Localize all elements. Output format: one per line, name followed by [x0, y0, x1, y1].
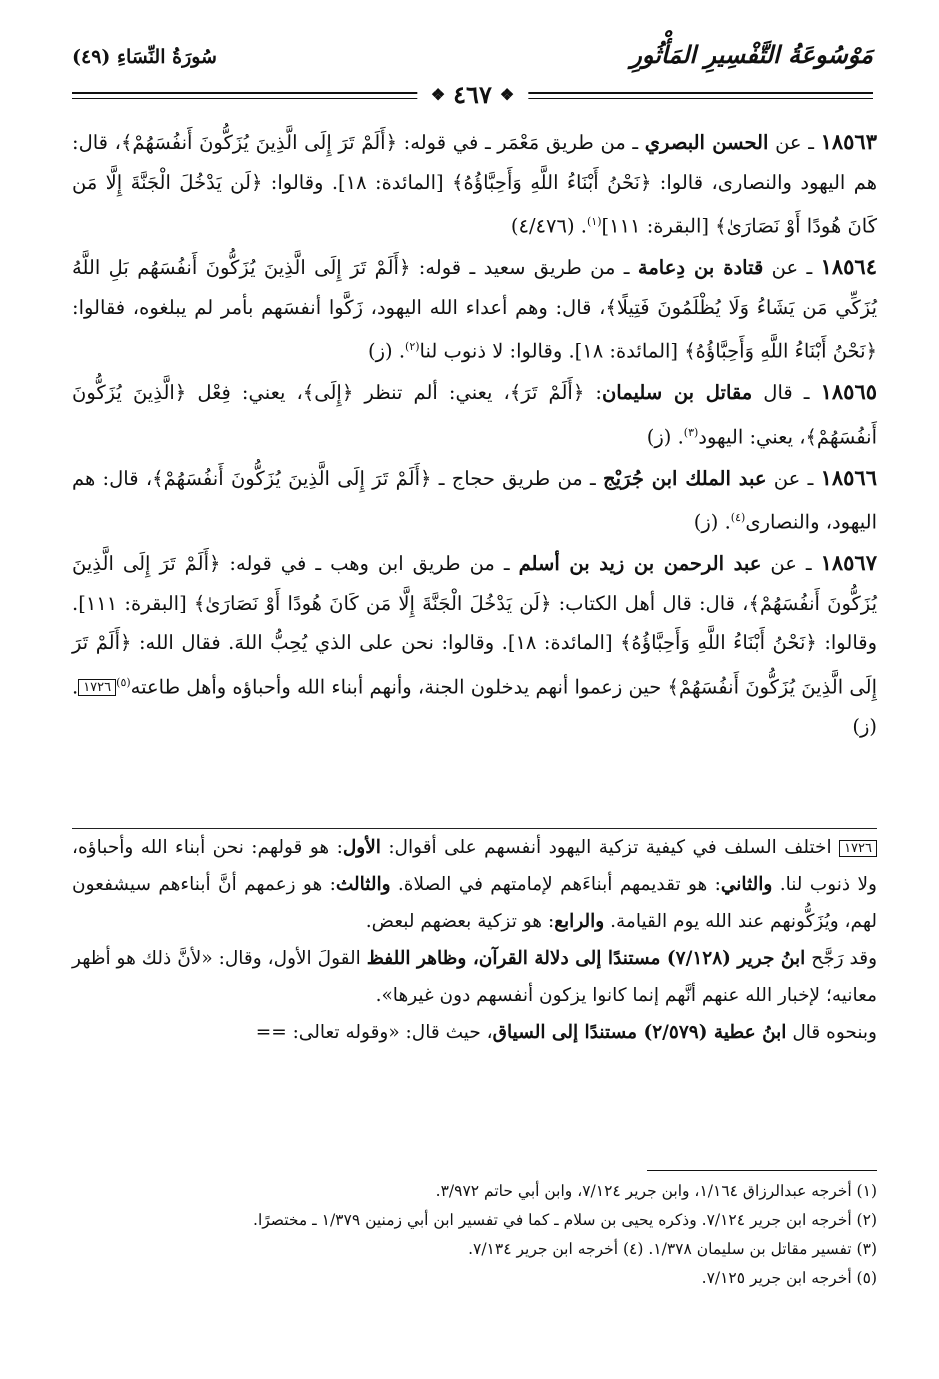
narrator-name: عبد الملك ابن جُرَيْج — [603, 466, 767, 490]
footnote-marker: (١) — [586, 215, 602, 228]
narration-text: ـ من طريق سعيد ـ قوله: ﴿أَلَمْ تَرَ إِلَى الَّذِينَ يُزَكُّونَ أَنفُسَهُم بَلِ اللَّهُ يُزَكِّي مَن يَشَاءُ وَلَا يُظْلَمُونَ فَتِيلًا﴾، قال: وهم أعداء الله اليهود، زَكَّوا أنفسَهم بأمر لم يبلغوه، فقالوا: ﴿نَحْنُ أَبْنَاءُ اللَّهِ وَأَحِبَّاؤُهُ﴾ [المائدة: ١٨]. وقالوا: لا ذنوب لنا — [72, 256, 877, 363]
scholar-name: ابنُ جرير — [737, 948, 806, 969]
commentary-text: وبنحوه قال — [786, 1022, 877, 1043]
narration-text: : ﴿أَلَمْ تَرَ﴾، يعني: ألم تنظر ﴿إِلَى﴾، يعني: فِعْل ﴿الَّذِينَ يُزَكُّونَ أَنفُسَهُمْ﴾، يعني: اليهود — [72, 381, 877, 448]
opinion-label: والثالث — [335, 874, 391, 895]
citation: (٢/٥٧٩) — [637, 1022, 714, 1043]
commentary-text: : هو تزكية بعضهم لبعض. — [365, 911, 555, 932]
footnotes — [72, 1177, 877, 1293]
narration-tail: . (٤/٤٧٦) — [510, 214, 587, 238]
narration-tail: . (ز) — [646, 425, 684, 448]
commentary-text: : هو قولهم: نحن أبناء الله وأحباؤه، ولا ذنوب لنا. — [72, 837, 877, 895]
narrator-name: عبد الرحمن بن زيد بن أسلم — [518, 552, 762, 575]
footnote: (٣) تفسير مقاتل بن سليمان ١/٣٧٨. (٤) أخرجه ابن جرير ٧/١٣٤. — [468, 1240, 877, 1258]
footnote: (١) أخرجه عبدالرزاق ١/١٦٤، وابن جرير ٧/١٢٤، وابن أبي حاتم ٣/٩٧٢. — [435, 1182, 877, 1200]
surah-label: سُورَةُ النِّسَاءِ (٤٩) — [72, 46, 217, 68]
book-title: مَوْسُوعَةُ التَّفْسِيرِ المَأْثُورِ — [630, 40, 873, 69]
narration-entry — [72, 458, 877, 543]
narration-prefix: ـ عن — [761, 552, 821, 575]
reasoning-basis: مستندًا إلى دلالة القرآن، وظاهر اللفظ — [366, 948, 661, 969]
commentary-number-box: ١٧٢٦ — [839, 840, 877, 857]
ornament-icon: ❖ — [499, 85, 515, 104]
commentary-text: ، حيث قال: «وقوله تعالى: == — [255, 1022, 493, 1043]
page-header — [72, 40, 873, 110]
narration-text: ـ من طريق ابن وهب ـ في قوله: ﴿أَلَمْ تَرَ إِلَى الَّذِينَ يُزَكُّونَ أَنفُسَهُمْ﴾، قال: قال أهل الكتاب: ﴿لَن يَدْخُلَ الْجَنَّةَ إِلَّا مَن كَانَ هُودًا أَوْ نَصَارَىٰ﴾ [البقرة: ١١١]. وقالوا: ﴿نَحْنُ أَبْنَاءُ اللَّهِ وَأَحِبَّاؤُهُ﴾ [المائدة: ١٨]. وقالوا: نحن على الذي يُحِبُّ اللهَ. فقال الله: ﴿أَلَمْ تَرَ إِلَى الَّذِينَ يُزَكُّونَ أَنفُسَهُمْ﴾ حين زعموا أنهم يدخلون الجنة، وأنهم أبناء الله وأحباؤه وأهل طاعته — [72, 552, 877, 698]
footnote: (٥) أخرجه ابن جرير ٧/١٢٥. — [701, 1269, 877, 1287]
footnote: (٢) أخرجه ابن جرير ٧/١٢٤. وذكره يحيى بن سلام ـ كما في تفسير ابن أبي زمنين ١/٣٧٩ ـ مختصرًا. — [253, 1211, 877, 1229]
narration-number: ١٨٥٦٣ — [820, 129, 877, 154]
narration-entry — [72, 247, 877, 371]
commentary-paragraph — [72, 1014, 877, 1051]
page-number: ٤٦٧ — [453, 80, 492, 109]
commentary-paragraph — [72, 829, 877, 940]
commentary-text: القولَ الأول، وقال: «لأنَّ ذلك هو أظهر معانيه؛ لإخبار الله عنهم أنَّهم إنما كانوا يزكون أنفسهم دون غيرها». — [72, 948, 877, 1006]
footnote-marker: (٤) — [730, 511, 746, 524]
narrator-name: مقاتل بن سليمان — [601, 381, 753, 404]
footnote-marker: (٢) — [405, 340, 420, 353]
commentary-section — [72, 828, 877, 1051]
narration-number: ١٨٥٦٧ — [820, 550, 877, 575]
narration-prefix: ـ عن — [763, 256, 821, 279]
opinion-label: والرابع — [554, 911, 605, 932]
commentary-text: : هو تقديمهم أبناءَهم لإمامتهم في الصلاة. — [390, 874, 721, 895]
narration-text: ـ من طريق مَعْمَر ـ في قوله: ﴿أَلَمْ تَرَ إِلَى الَّذِينَ يُزَكُّونَ أَنفُسَهُمْ﴾، قال: هم اليهود والنصارى، قالوا: ﴿نَحْنُ أَبْنَاءُ اللَّهِ وَأَحِبَّاؤُهُ﴾ [المائدة: ١٨]. وقالوا: ﴿لَن يَدْخُلَ الْجَنَّةَ إِلَّا مَن كَانَ هُودًا أَوْ نَصَارَىٰ﴾ [البقرة: ١١١] — [72, 131, 877, 238]
narration-tail: . (ز) — [367, 339, 406, 363]
narrator-name: قتادة بن دِعامة — [637, 256, 764, 279]
commentary-ref-box[interactable]: ١٧٢٦ — [78, 679, 116, 696]
footnote-marker: (٥) — [116, 675, 131, 689]
narration-entry — [72, 372, 877, 457]
commentary-text: اختلف السلف في كيفية تزكية اليهود أنفسهم على أقوال: — [380, 837, 840, 858]
narration-prefix: ـ قال — [752, 381, 821, 404]
narration-number: ١٨٥٦٤ — [820, 254, 877, 279]
narration-number: ١٨٥٦٦ — [820, 464, 877, 490]
main-text — [72, 122, 877, 747]
narration-tail: . (ز) — [693, 510, 731, 534]
narrator-name: الحسن البصري — [644, 131, 769, 154]
page-number-block — [417, 80, 528, 109]
ornament-icon: ❖ — [430, 85, 446, 104]
footnote-marker: (٣) — [683, 425, 699, 439]
narration-prefix: ـ عن — [766, 466, 821, 490]
narration-entry — [72, 122, 877, 246]
citation: (٧/١٢٨) — [660, 948, 738, 969]
scholar-name: ابنُ عطية — [713, 1022, 787, 1043]
opinion-label: والثاني — [720, 874, 773, 895]
narration-entry — [72, 543, 877, 746]
narration-prefix: ـ عن — [768, 131, 821, 154]
opinion-label: الأول — [342, 837, 381, 858]
commentary-text: : هو زعمهم أنَّ أبناءهم سيشفعون لهم، ويُزَكُّونهم عند الله يوم القيامة. — [72, 874, 877, 932]
narration-text: ـ من طريق حجاج ـ ﴿أَلَمْ تَرَ إِلَى الَّذِينَ يُزَكُّونَ أَنفُسَهُمْ﴾، قال: هم اليهود، والنصارى — [72, 466, 877, 534]
reasoning-basis: مستندًا إلى السياق — [492, 1022, 637, 1043]
narration-number: ١٨٥٦٥ — [820, 379, 878, 404]
footnote-divider — [647, 1170, 877, 1171]
commentary-paragraph — [72, 940, 877, 1014]
commentary-text: وقد رَجَّح — [805, 948, 878, 969]
narration-tail: . (ز) — [72, 675, 877, 738]
